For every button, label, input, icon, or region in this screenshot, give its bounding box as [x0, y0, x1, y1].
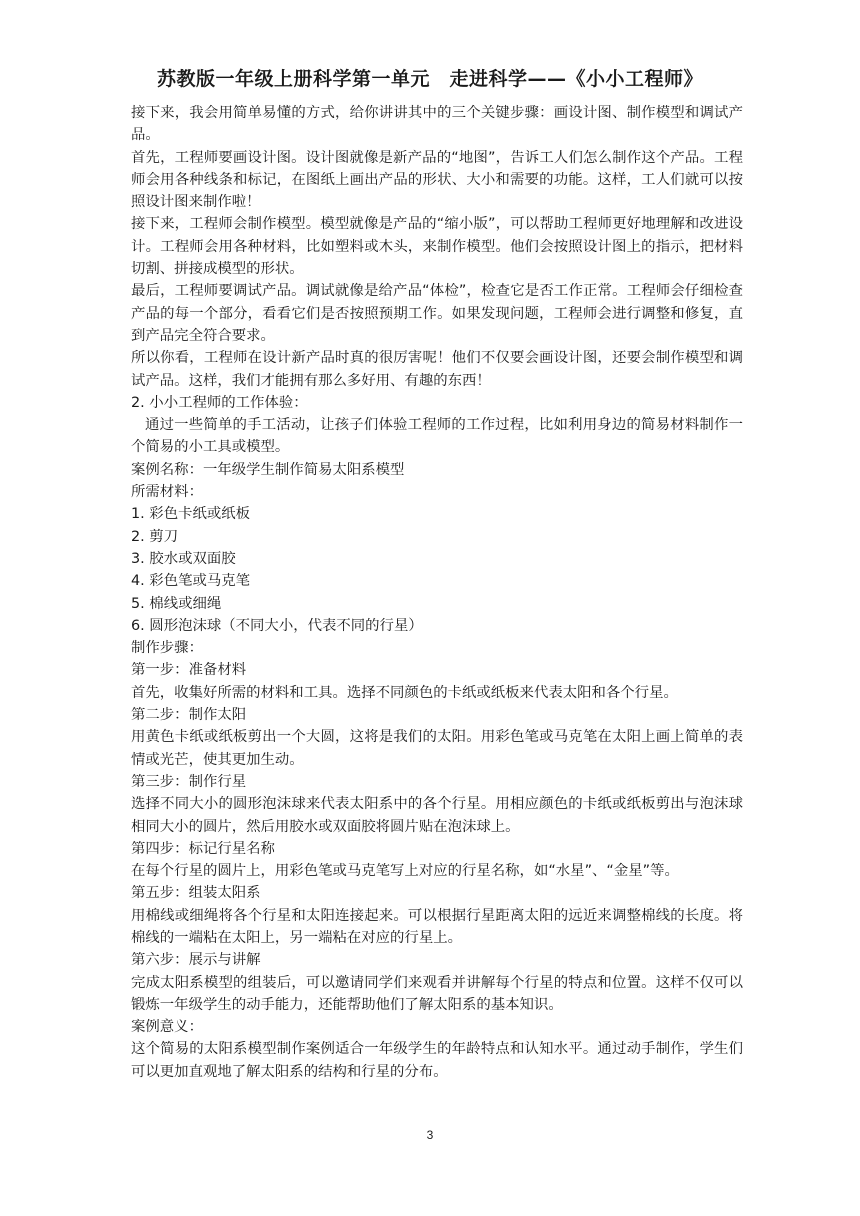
list-item: 6. 圆形泡沫球（不同大小，代表不同的行星） [131, 617, 423, 634]
paragraph: 在每个行星的圆片上，用彩色笔或马克笔写上对应的行星名称，如“水星”、“金星”等。 [131, 863, 679, 880]
section-heading: 2. 小小工程师的工作体验： [131, 394, 308, 411]
significance-heading: 案例意义： [131, 1019, 203, 1036]
case-title: 案例名称：一年级学生制作简易太阳系模型 [131, 461, 405, 478]
paragraph: 接下来，工程师会制作模型。模型就像是产品的“缩小版”，可以帮助工程师更好地理解和改进设计。工程师会用各种材料，比如塑料或木头，来制作模型。他们会按照设计图上的指示，把材料切割、拼接成模型的形状。 [131, 216, 743, 278]
step-title: 第六步：展示与讲解 [131, 952, 261, 969]
page-number: 3 [426, 1128, 434, 1142]
paragraph: 首先，收集好所需的材料和工具。选择不同颜色的卡纸或纸板来代表太阳和各个行星。 [131, 684, 678, 701]
paragraph: 所以你看，工程师在设计新产品时真的很厉害呢！他们不仅要会画设计图，还要会制作模型和调试产品。这样，我们才能拥有那么多好用、有趣的东西！ [131, 350, 743, 389]
paragraph: 用棉线或细绳将各个行星和太阳连接起来。可以根据行星距离太阳的远近来调整棉线的长度。将棉线的一端粘在太阳上，另一端粘在对应的行星上。 [131, 907, 743, 946]
list-item: 2. 剪刀 [131, 528, 179, 545]
step-title: 第五步：组装太阳系 [131, 885, 261, 902]
list-item: 5. 棉线或细绳 [131, 595, 222, 612]
step-title: 第四步：标记行星名称 [131, 840, 275, 857]
steps-heading: 制作步骤： [131, 640, 203, 657]
step-title: 第一步：准备材料 [131, 662, 247, 679]
list-item: 1. 彩色卡纸或纸板 [131, 506, 251, 523]
paragraph: 完成太阳系模型的组装后，可以邀请同学们来观看并讲解每个行星的特点和位置。这样不仅可以锻炼一年级学生的动手能力，还能帮助他们了解太阳系的基本知识。 [131, 974, 743, 1013]
list-item: 4. 彩色笔或马克笔 [131, 573, 251, 590]
paragraph: 用黄色卡纸或纸板剪出一个大圆，这将是我们的太阳。用彩色笔或马克笔在太阳上画上简单的表情或光芒，使其更加生动。 [131, 729, 743, 768]
list-item: 3. 胶水或双面胶 [131, 550, 236, 567]
step-title: 第三步：制作行星 [131, 773, 247, 790]
document-body [131, 102, 743, 1083]
step-title: 第二步：制作太阳 [131, 707, 247, 724]
paragraph: 最后，工程师要调试产品。调试就像是给产品“体检”，检查它是否工作正常。工程师会仔细检查产品的每一个部分，看看它们是否按照预期工作。如果发现问题，工程师会进行调整和修复，直到产品完全符合要求。 [131, 283, 743, 344]
paragraph: 通过一些简单的手工活动，让孩子们体验工程师的工作过程，比如利用身边的简易材料制作一个简易的小工具或模型。 [131, 417, 743, 456]
paragraph: 首先，工程师要画设计图。设计图就像是新产品的“地图”，告诉工人们怎么制作这个产品。工程师会用各种线条和标记，在图纸上画出产品的形状、大小和需要的功能。这样，工人们就可以按照设计图来制作啦！ [131, 149, 743, 211]
paragraph: 选择不同大小的圆形泡沫球来代表太阳系中的各个行星。用相应颜色的卡纸或纸板剪出与泡沫球相同大小的圆片，然后用胶水或双面胶将圆片贴在泡沫球上。 [131, 796, 743, 835]
page-title: 苏教版一年级上册科学第一单元 走进科学——《小小工程师》 [156, 68, 703, 90]
paragraph: 接下来，我会用简单易懂的方式，给你讲讲其中的三个关键步骤：画设计图、制作模型和调试产品。 [131, 105, 743, 144]
paragraph: 这个简易的太阳系模型制作案例适合一年级学生的年龄特点和认知水平。通过动手制作，学生们可以更加直观地了解太阳系的结构和行星的分布。 [131, 1041, 743, 1080]
materials-heading: 所需材料： [131, 484, 203, 501]
